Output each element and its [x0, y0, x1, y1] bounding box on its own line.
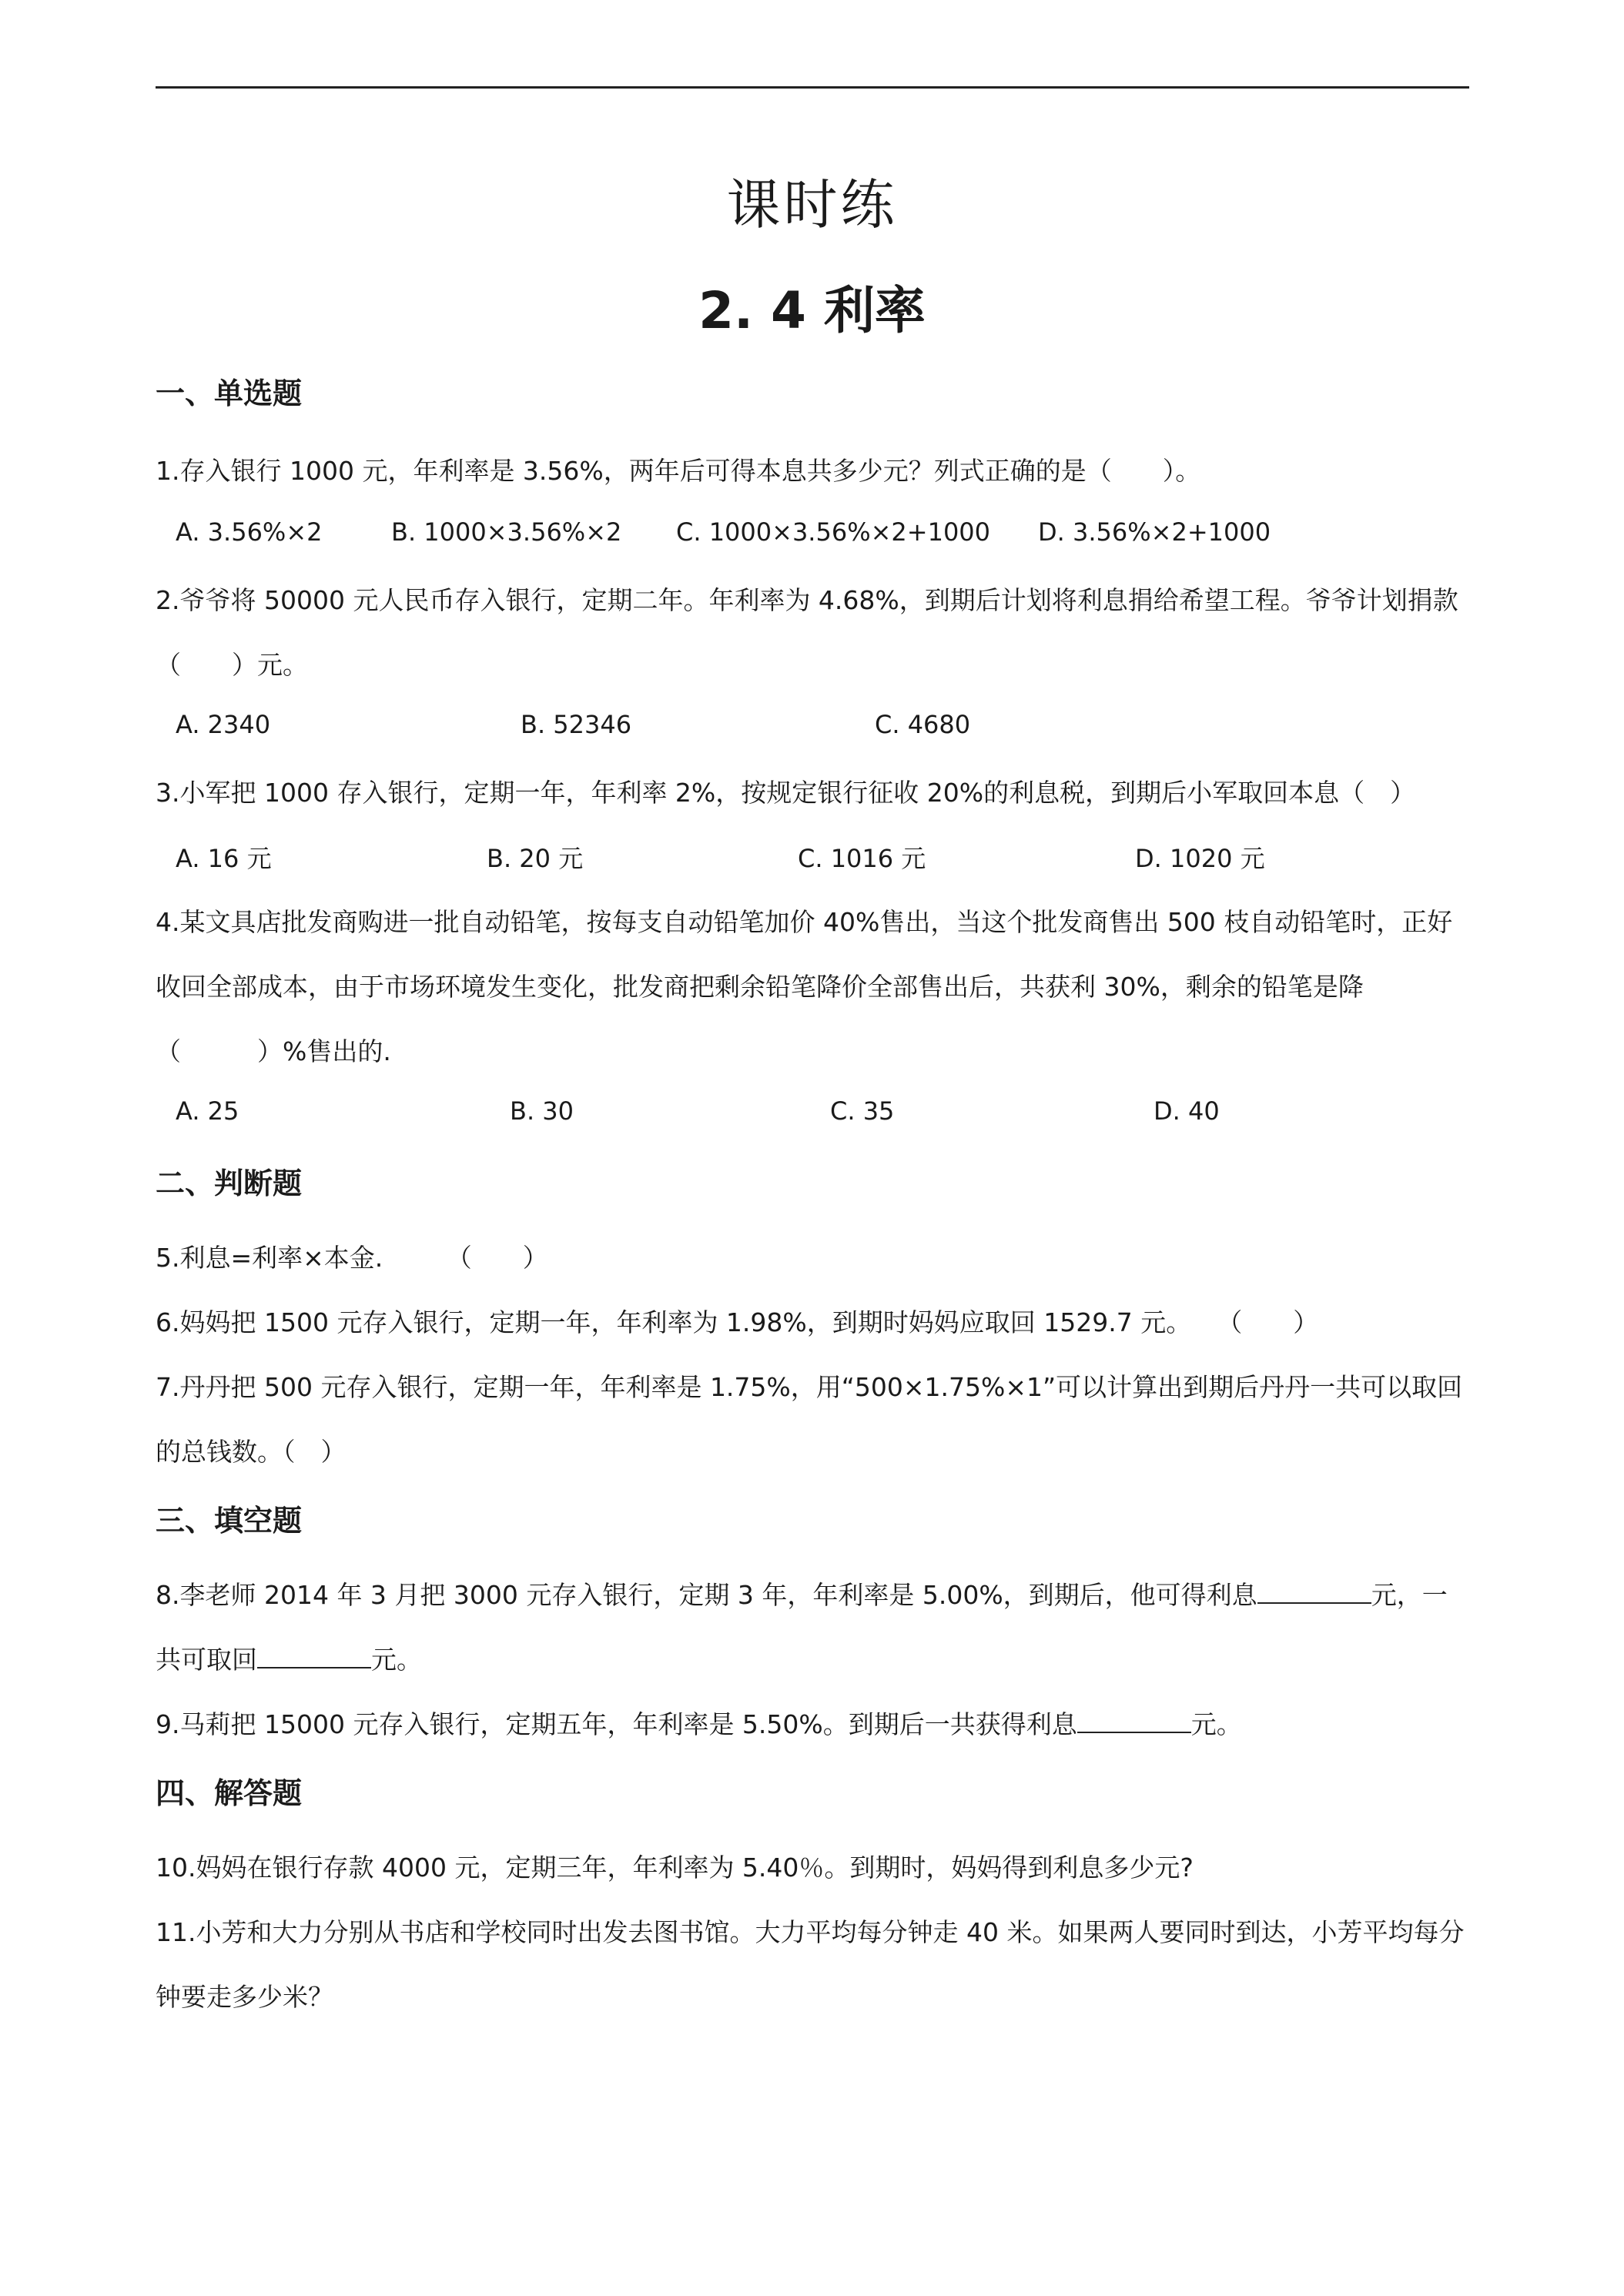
question-8-text-1: 8.李老师 2014 年 3 月把 3000 元存入银行，定期 3 年，年利率是 5.00%，到期后，他可得利息 [156, 1580, 1257, 1610]
option-d: D. 40 [1154, 1096, 1220, 1126]
answer-blank[interactable] [1257, 1577, 1371, 1604]
lesson-title: 2. 4 利率 [698, 281, 926, 340]
question-4: 4.某文具店批发商购进一批自动铅笔，按每支自动铅笔加价 40%售出，当这个批发商售出 500 枝自动铅笔时，正好收回全部成本，由于市场环境发生变化，批发商把剩余铅笔降价全部售出后，共获利 30%，剩余的铅笔是降（ ）%售出的. [156, 907, 1453, 1066]
section-heading-true-false: 二、判断题 [156, 1166, 303, 1200]
question-5: 5.利息=利率×本金. （ ） [156, 1243, 548, 1273]
question-1: 1.存入银行 1000 元，年利率是 3.56%，两年后可得本息共多少元？列式正确的是（ ）。 [156, 456, 1201, 486]
option-c: C. 4680 [875, 710, 971, 739]
question-8 [156, 1563, 1472, 1692]
question-2: 2.爷爷将 50000 元人民币存入银行，定期二年。年利率为 4.68%，到期后计划将利息捐给希望工程。爷爷计划捐款（ ）元。 [156, 585, 1458, 680]
answer-blank[interactable] [1077, 1706, 1191, 1733]
option-c: C. 35 [830, 1096, 895, 1126]
question-10: 10.妈妈在银行存款 4000 元，定期三年，年利率为 5.40％。到期时，妈妈得到利息多少元? [156, 1853, 1194, 1883]
option-a: A. 3.56%×2 [176, 517, 323, 547]
option-b: B. 52346 [521, 710, 632, 739]
header-rule [156, 86, 1469, 89]
section-heading-word-problems: 四、解答题 [156, 1776, 303, 1810]
option-a: A. 25 [176, 1096, 239, 1126]
option-b: B. 20 元 [487, 844, 584, 873]
answer-blank[interactable] [257, 1642, 371, 1668]
option-c: C. 1000×3.56%×2+1000 [676, 517, 991, 547]
question-9-text-1: 9.马莉把 15000 元存入银行，定期五年，年利率是 5.50%。到期后一共获得利息 [156, 1709, 1077, 1739]
question-8-text-3: 元。 [371, 1645, 422, 1675]
question-11: 11.小芳和大力分别从书店和学校同时出发去图书馆。大力平均每分钟走 40 米。如果两人要同时到达，小芳平均每分钟要走多少米？ [156, 1917, 1465, 2012]
option-a: A. 2340 [176, 710, 271, 739]
question-9-text-2: 元。 [1190, 1709, 1242, 1739]
option-a: A. 16 元 [176, 844, 272, 873]
question-6: 6.妈妈把 1500 元存入银行，定期一年，年利率为 1.98%，到期时妈妈应取回 1529.7 元。 （ ） [156, 1307, 1319, 1337]
option-c: C. 1016 元 [798, 844, 926, 873]
option-d: D. 3.56%×2+1000 [1038, 517, 1271, 547]
option-d: D. 1020 元 [1135, 844, 1265, 873]
question-8-text-2: 元，一共可取回 [156, 1580, 1448, 1675]
section-heading-fill-blank: 三、填空题 [156, 1504, 303, 1538]
question-3: 3.小军把 1000 存入银行，定期一年，年利率 2%，按规定银行征收 20%的利息税，到期后小军取回本息（ ） [156, 778, 1416, 808]
page-title: 课时练 [726, 173, 898, 236]
question-9 [156, 1692, 1472, 1757]
question-7: 7.丹丹把 500 元存入银行，定期一年，年利率是 1.75%，用“500×1.75%×1”可以计算出到期后丹丹一共可以取回的总钱数。（ ） [156, 1372, 1463, 1467]
option-b: B. 30 [510, 1096, 574, 1126]
section-heading-single-choice: 一、单选题 [156, 377, 303, 410]
option-b: B. 1000×3.56%×2 [391, 517, 622, 547]
